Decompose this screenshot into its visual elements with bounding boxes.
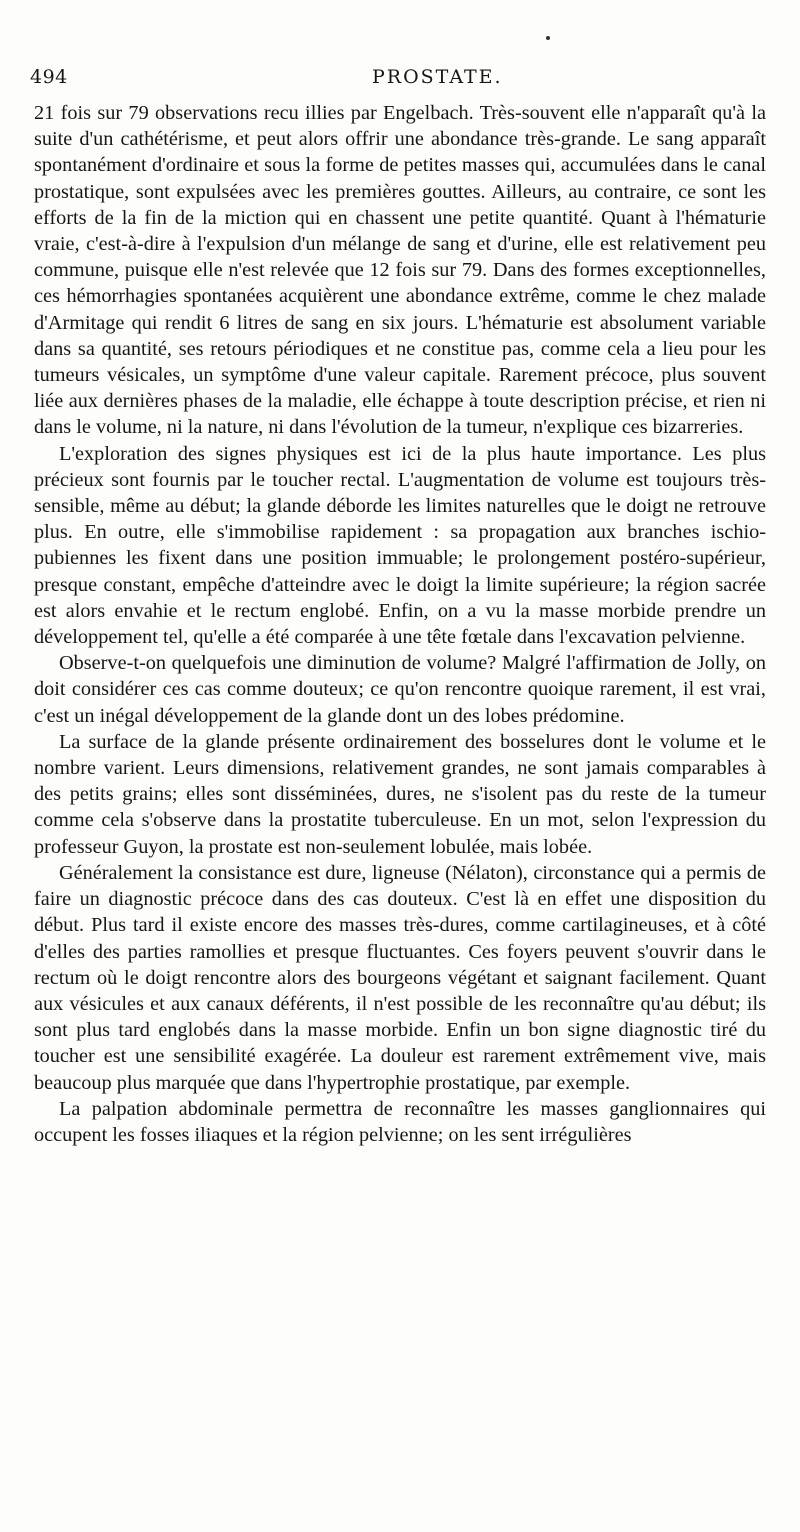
paragraph-physical-signs: L'exploration des signes physiques est ici de la plus haute importance. Les plus précieux sont fournis par le toucher rectal. L'augmentation de volume est toujours très-sensible, même au début; la glande déborde les limites naturelles que le doigt ne retrouve plus. En outre, elle s'immobilise rapidement : sa propagation aux branches ischio-pubiennes les fixent dans une position immuable; le prolongement postéro-supérieur, presque constant, empêche d'atteindre avec le doigt la limite supérieure; la région sacrée est alors envahie et le rectum englobé. Enfin, on a vu la masse morbide prendre un développement tel, qu'elle a été comparée à une tête fœtale dans l'excavation pelvienne. — [34, 442, 766, 649]
paragraph-volume-decrease: Observe-t-on quelquefois une diminution de volume? Malgré l'affirmation de Jolly, on doit considérer ces cas comme douteux; ce qu'on rencontre quoique rarement, il est vrai, c'est un inégal développement de la glande dont un des lobes prédomine. — [34, 652, 766, 727]
ink-speck — [546, 36, 550, 40]
paragraph-abdominal-palpation: La palpation abdominale permettra de reconnaître les masses ganglionnaires qui occupent les fosses iliaques et la région pelvienne; on les sent irrégulières — [34, 1097, 766, 1146]
page-number: 494 — [30, 66, 68, 88]
paragraph-surface: La surface de la glande présente ordinairement des bosselures dont le volume et le nombre varient. Leurs dimensions, relativement grandes, ne sont jamais comparables à des petits grains; elles sont disséminées, dures, ne s'isolent pas du reste de la tumeur comme cela s'observe dans la prostatite tuberculeuse. En un mot, selon l'expression du professeur Guyon, la prostate est non-seulement lobulée, mais lobée. — [34, 730, 766, 858]
body-text — [34, 100, 766, 1148]
paragraph-consistency: Généralement la consistance est dure, ligneuse (Nélaton), circonstance qui a permis de faire un diagnostic précoce dans des cas douteux. C'est là en effet une disposition du début. Plus tard il existe encore des masses très-dures, comme cartilagineuses, et à côté d'elles des parties ramollies et presque fluctuantes. Ces foyers peuvent s'ouvrir dans le rectum où le doigt rencontre alors des bourgeons végétant et saignant facilement. Quant aux vésicules et aux canaux déférents, il n'est possible de les reconnaître qu'au début; ils sont plus tard englobés dans la masse morbide. Enfin un bon signe diagnostic tiré du toucher est une sensibilité exagérée. La douleur est rarement extrêmement vive, mais beaucoup plus marquée que dans l'hypertrophie prostatique, par exemple. — [34, 861, 766, 1094]
running-title: PROSTATE. — [372, 66, 503, 88]
page-header — [30, 66, 770, 94]
paragraph-hematuria: 21 fois sur 79 observations recu illies par Engelbach. Très-souvent elle n'apparaît qu'à la suite d'un cathétérisme, et peut alors offrir une abondance très-grande. Le sang apparaît spontanément d'ordinaire et sous la forme de petites masses qui, accumulées dans le canal prostatique, sont expulsées avec les premières gouttes. Ailleurs, au contraire, ce sont les efforts de la fin de la miction qui en chassent une petite quantité. Quant à l'hématurie vraie, c'est-à-dire à l'expulsion d'un mélange de sang et d'urine, elle est relativement peu commune, puisque elle n'est relevée que 12 fois sur 79. Dans des formes exceptionnelles, ces hémorrhagies spontanées acquièrent une abondance extrême, comme le chez malade d'Armitage qui rendit 6 litres de sang en six jours. L'hématurie est absolument variable dans sa quantité, ses retours périodiques et ne constitue pas, comme cela a lieu pour les tumeurs vésicales, un symptôme d'une valeur capitale. Rarement précoce, plus souvent liée aux dernières phases de la maladie, elle échappe à toute description précise, et rien ni dans le volume, ni la nature, ni dans l'évolution de la tumeur, n'explique ces bizarreries. — [34, 102, 766, 439]
